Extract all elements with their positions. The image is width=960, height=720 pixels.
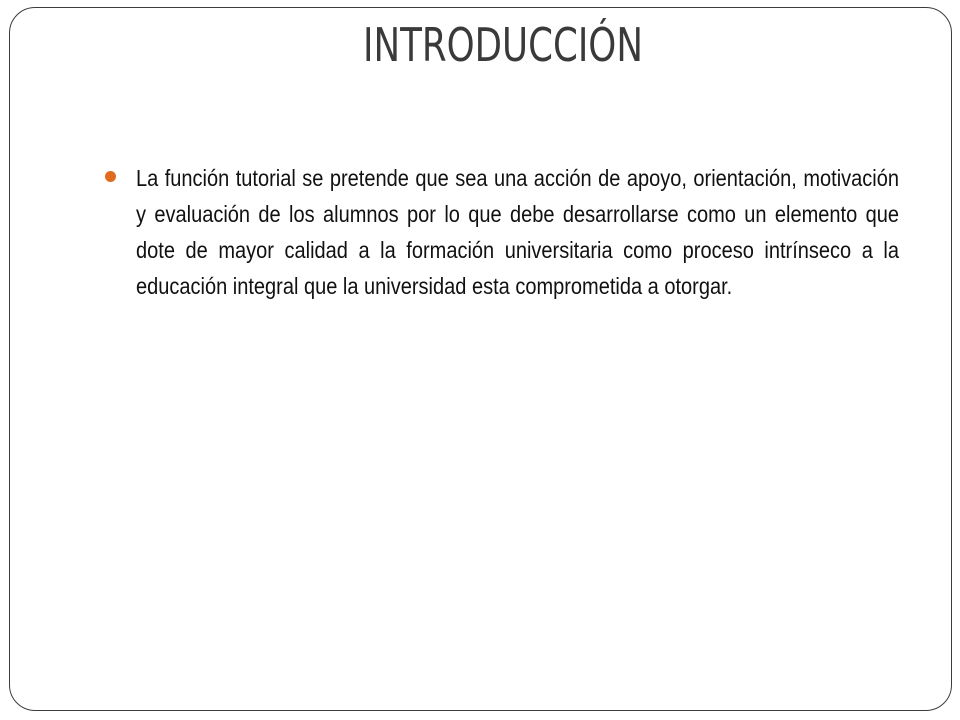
slide-title: INTRODUCCIÓN: [363, 18, 643, 72]
slide-frame: [9, 7, 952, 711]
bullet-dot-icon: [105, 171, 116, 182]
bullet-item: [105, 160, 903, 304]
slide-content: [105, 160, 903, 304]
bullet-text: La función tutorial se pretende que sea una acción de apoyo, orientación, motivación y evaluación de los alumnos por lo que debe desarrollarse como un elemento que dote de mayor calidad a la formación universitaria como proceso intrínseco a la educación integral que la universidad esta comprometida a otorgar.: [136, 165, 899, 299]
